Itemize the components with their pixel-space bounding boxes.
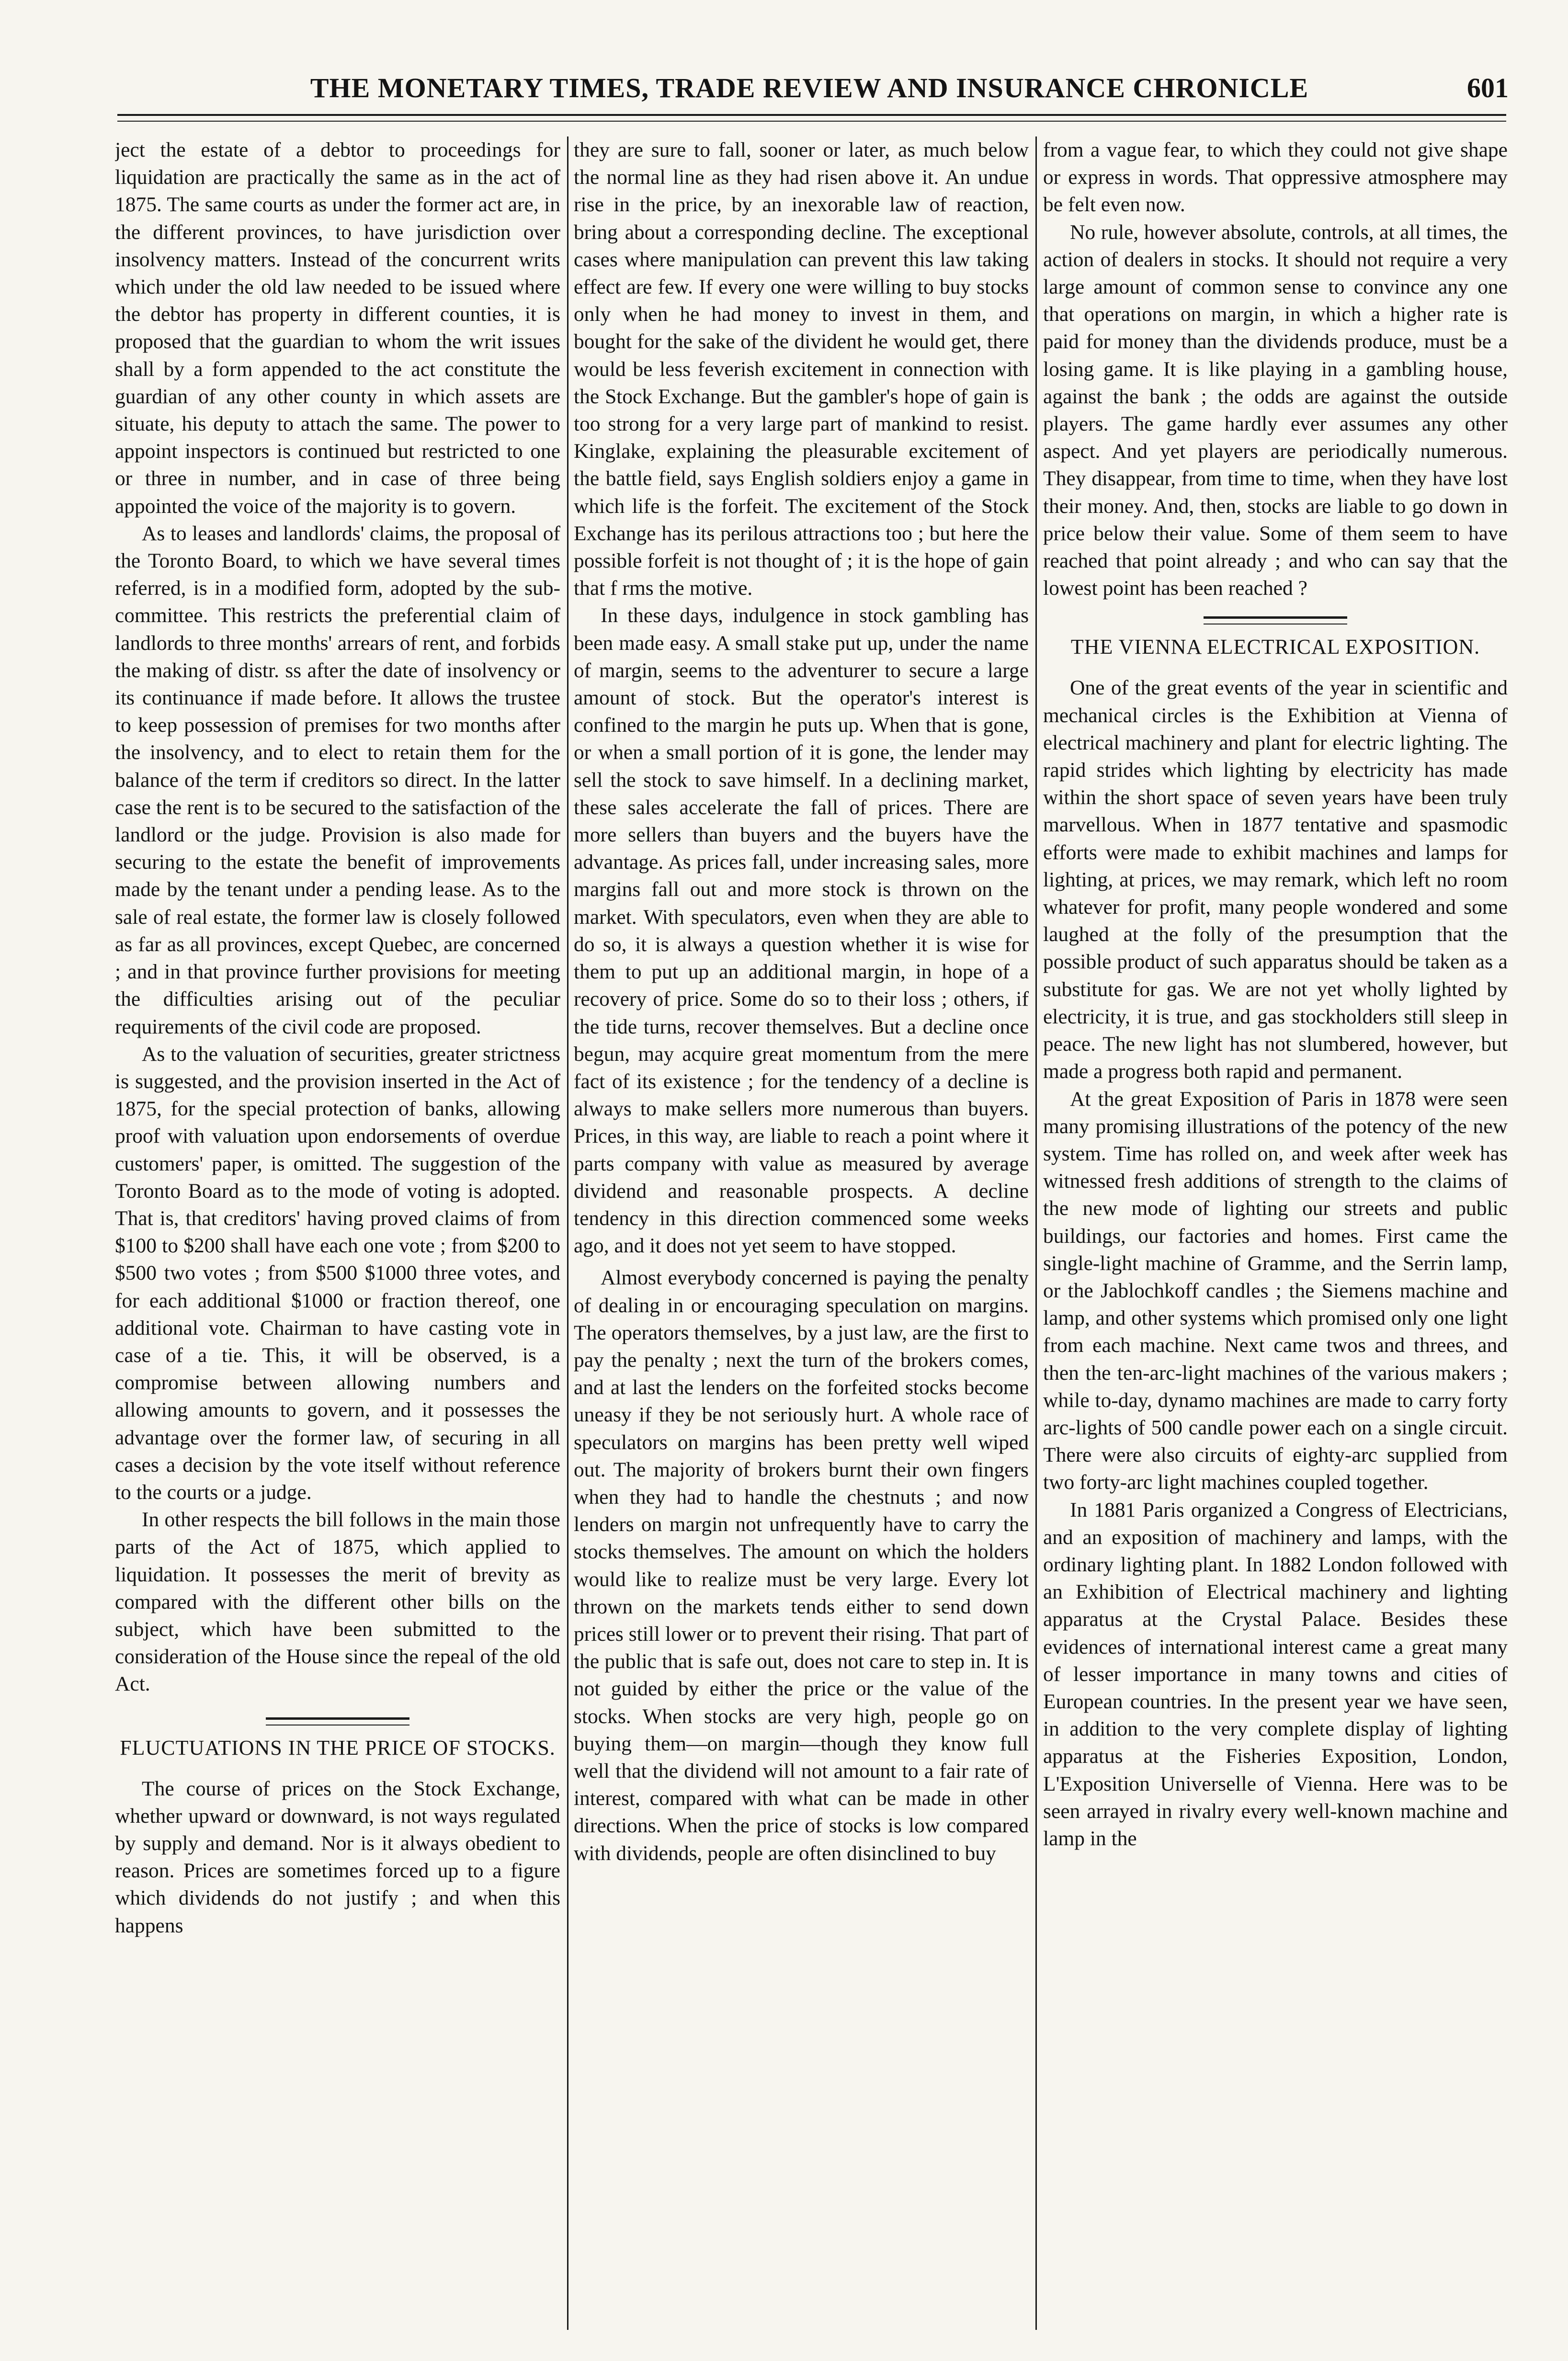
- column-divider-1: [567, 136, 568, 2330]
- header-rule: [117, 114, 1506, 122]
- paragraph: No rule, however absolute, controls, at all times, the action of dealers in stocks. It should not require a very large amount of common sense to convince any one that operations on margin, in which a higher rate is paid for money than the dividends produce, must be a losing game. It is like playing in a gambling house, against the bank ; the odds are against the outside players. The game hardly ever assumes any other aspect. And yet players are periodically numerous. They disappear, from time to time, when they have lost their money. And, then, stocks are liable to go down in price below their value. Some of them seem to have reached that point already ; and who can say that the lowest point has been reached ?: [1043, 220, 1508, 600]
- paragraph: ject the estate of a debtor to proceedings for liquidation are practically the same as in the act of 1875. The same courts as under the former act are, in the different provinces, to have jurisdiction over insolvency matters. Instead of the concurrent writs which under the old law needed to be issued where the debtor has property in different counties, it is proposed that the guardian to whom the writ issues shall by a form appended to the act constitute the guardian of any other county in which assets are situate, his deputy to attach the same. The power to appoint inspectors is continued but restricted to one or three in number, and in case of three being appointed the voice of the majority is to govern.: [115, 138, 560, 518]
- paragraph: As to the valuation of securities, greater strictness is suggested, and the provision inserted in the Act of 1875, for the special protection of banks, allowing proof with valuation upon endorsements of overdue customers' paper, is omitted. The suggestion of the Toronto Board as to the mode of voting is adopted. That is, that creditors' having proved claims of from $100 to $200 shall have each one vote ; from $200 to $500 two votes ; from $500 $1000 three votes, and for each additional $1000 or fraction thereof, one additional vote. Chairman to have casting vote in case of a tie. This, it will be observed, is a compromise between allowing numbers and allowing amounts to govern, and it possesses the advantage over the former law, of securing in all cases a decision by the vote itself without reference to the courts or a judge.: [115, 1042, 560, 1504]
- paragraph: In these days, indulgence in stock gambling has been made easy. A small stake put up, under the name of margin, seems to the adventurer to secure a large amount of stock. But the operator's interest is confined to the margin he puts up. When that is gone, or when a small portion of it is gone, the lender may sell the stock to save himself. In a declining market, these sales accelerate the fall of prices. There are more sellers than buyers and the buyers have the advantage. As prices fall, under increasing sales, more margins fall out and more stock is thrown on the market. With speculators, even when they are able to do so, it is always a question whether it is wise for them to put up an additional margin, in hope of a recovery of price. Some do so to their loss ; others, if the tide turns, recover themselves. But a decline once begun, may acquire great momentum from the mere fact of its existence ; for the tendency of a decline is always to make sellers more numerous than buyers. Prices, in this way, are liable to reach a point where it parts company with value as measured by average dividend and reasonable prospects. A decline tendency in this direction commenced some weeks ago, and it does not yet seem to have stopped.: [574, 604, 1029, 1258]
- paragraph: The course of prices on the Stock Exchange, whether upward or downward, is not ways regulated by supply and demand. Nor is it always obedient to reason. Prices are sometimes forced up to a figure which dividends do not justify ; and when this happens: [115, 1777, 560, 1937]
- page-number: 601: [1467, 72, 1509, 103]
- column-2: [574, 136, 1029, 2330]
- column-3: [1043, 136, 1508, 2330]
- paragraph: At the great Exposition of Paris in 1878 were seen many promising illustrations of the potency of the new system. Time has rolled on, and week after week has witnessed fresh additions of strength to the claims of the new mode of lighting our streets and public buildings, our factories and homes. First came the single-light machine of Gramme, and the Serrin lamp, or the Jablochkoff candles ; the Siemens machine and lamp, and other systems which promised only one light from each machine. Next came twos and threes, and then the ten-arc-light machines of the various makers ; while to-day, dynamo machines are made to carry forty arc-lights of 500 candle power each on a single circuit. There were also circuits of eighty-arc supplied from two forty-arc light machines coupled together.: [1043, 1087, 1508, 1494]
- section-rule: [266, 1717, 409, 1725]
- paragraph: they are sure to fall, sooner or later, as much below the normal line as they had risen above it. An undue rise in the price, by an inexorable law of reaction, bring about a corresponding decline. The exceptional cases where manipulation can prevent this law taking effect are few. If every one were willing to buy stocks only when he had money to invest in them, and bought for the sake of the divident he would get, there would be less feverish excitement in connection with the Stock Exchange. But the gambler's hope of gain is too strong for a very large part of mankind to resist. Kinglake, explaining the pleasurable excitement of the battle field, says English soldiers enjoy a game in which life is the forfeit. The excitement of the Stock Exchange has its perilous attractions too ; but here the possible forfeit is not thought of ; it is the hope of gain that f rms the motive.: [574, 138, 1029, 600]
- section-heading-stocks: FLUCTUATIONS IN THE PRICE OF STOCKS.: [120, 1736, 556, 1759]
- paragraph: As to leases and landlords' claims, the proposal of the Toronto Board, to which we have several times referred, is in a modified form, adopted by the sub-committee. This restricts the preferential claim of landlords to three months' arrears of rent, and forbids the making of distr. ss after the date of insolvency or its continuance if made before. It allows the trustee to keep possession of premises for two months after the insolvency, and to elect to retain them for the balance of the term if creditors so direct. In the latter case the rent is to be secured to the satisfaction of the landlord or the judge. Provision is also made for securing to the estate the benefit of improvements made by the tenant under a pending lease. As to the sale of real estate, the former law is closely followed as far as all provinces, except Quebec, are concerned ; and in that province further provisions for meeting the difficulties arising out of the peculiar requirements of the civil code are proposed.: [115, 522, 560, 1038]
- paragraph: One of the great events of the year in scientific and mechanical circles is the Exhibition at Vienna of electrical machinery and plant for electric lighting. The rapid strides which lighting by electricity has made within the short space of seven years have been truly marvellous. When in 1877 tentative and spasmodic efforts were made to exhibit machines and lamps for lighting, at prices, we may remark, which left no room whatever for profit, many people wondered and some laughed at the folly of the presumption that the possible product of such apparatus should be taken as a substitute for gas. We are not yet wholly lighted by electricity, it is true, and gas stockholders still sleep in peace. The new light has not slumbered, however, but made a progress both rapid and permanent.: [1043, 676, 1508, 1083]
- paragraph: Almost everybody concerned is paying the penalty of dealing in or encouraging speculation on margins. The operators themselves, by a just law, are the first to pay the penalty ; next the turn of the brokers comes, and at last the lenders on the forfeited stocks become uneasy if they be not seriously hurt. A whole race of speculators on margins has been pretty well wiped out. The majority of brokers burnt their own fingers when they had to handle the chestnuts ; and now lenders on margin not unfrequently have to carry the stocks themselves. The amount on which the holders would like to realize must be very large. Every lot thrown on the markets tends either to send down prices still lower or to prevent their rising. That part of the public that is safe out, does not care to step in. It is not guided by either the price or the value of the stocks. When stocks are very high, people go on buying them—on margin—though they know full well that the dividend will not amount to a fair rate of interest, compared with what can be made in other directions. When the price of stocks is low compared with dividends, people are often disinclined to buy: [574, 1266, 1029, 1865]
- paragraph: In other respects the bill follows in the main those parts of the Act of 1875, which applied to liquidation. It possesses the merit of brevity as compared with the different other bills on the subject, which have been submitted to the consideration of the House since the repeal of the old Act.: [115, 1508, 560, 1696]
- paragraph: from a vague fear, to which they could not give shape or express in words. That oppressive atmosphere may be felt even now.: [1043, 138, 1508, 216]
- paragraph: In 1881 Paris organized a Congress of Electricians, and an exposition of machinery and lamps, with the ordinary lighting plant. In 1882 London followed with an Exhibition of Electrical machinery and lighting apparatus at the Crystal Palace. Besides these evidences of international interest came a great many of lesser importance in many towns and cities of European countries. In the present year we have seen, in addition to the very complete display of lighting apparatus at the Fisheries Exposition, London, L'Exposition Universelle of Vienna. Here was to be seen arrayed in rivalry every well-known machine and lamp in the: [1043, 1498, 1508, 1850]
- running-head-title: THE MONETARY TIMES, TRADE REVIEW AND INSURANCE CHRONICLE: [310, 72, 1309, 103]
- column-divider-2: [1035, 136, 1037, 2330]
- column-1: [115, 136, 560, 2330]
- section-rule: [1204, 616, 1347, 624]
- section-heading-vienna: THE VIENNA ELECTRICAL EXPOSITION.: [1070, 635, 1480, 659]
